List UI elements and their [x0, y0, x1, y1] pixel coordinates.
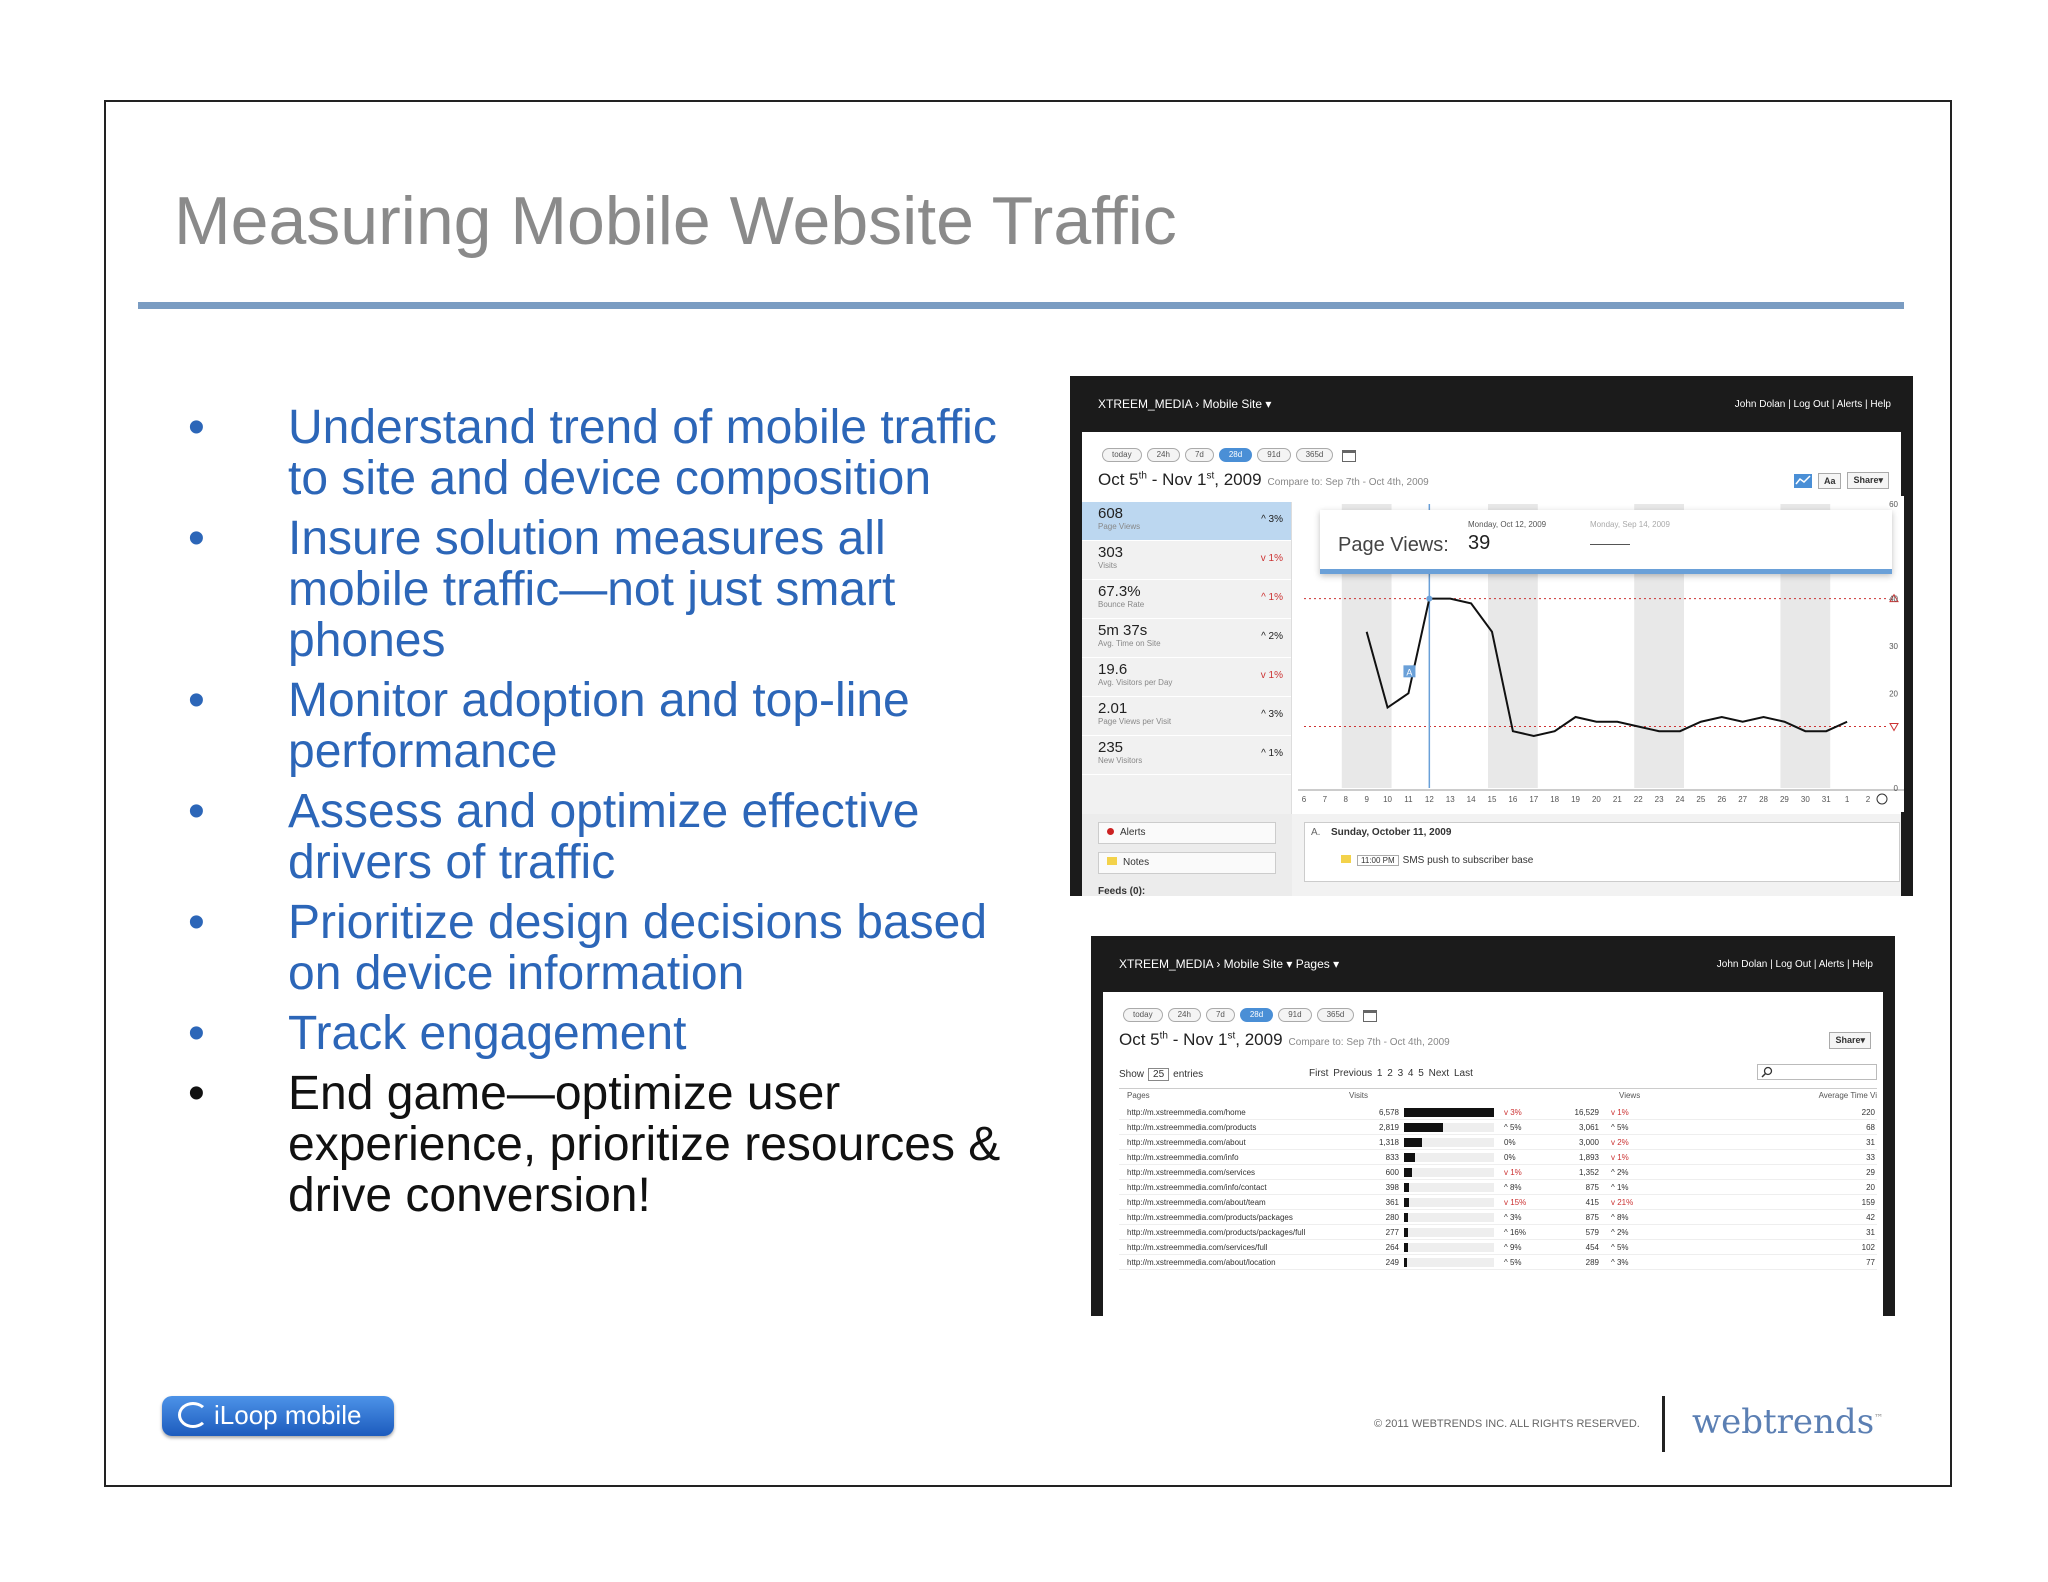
- views-delta: ^ 3%: [1611, 1258, 1629, 1267]
- date-suffix: st: [1227, 1030, 1236, 1042]
- views-delta: v 1%: [1611, 1108, 1629, 1117]
- views-delta: ^ 2%: [1611, 1168, 1629, 1177]
- views-value: 3,061: [1578, 1123, 1599, 1132]
- frame-left: [1091, 992, 1103, 1316]
- bullet-item: [176, 897, 1036, 999]
- views-delta: ^ 8%: [1611, 1213, 1629, 1222]
- range-24h[interactable]: 24h: [1168, 1008, 1201, 1022]
- feeds-label[interactable]: Feeds (0):: [1098, 886, 1146, 896]
- app-topbar: [1070, 376, 1913, 432]
- table-row[interactable]: [1119, 1135, 1877, 1150]
- bullet-dot: •: [188, 1067, 205, 1120]
- metric-page-views[interactable]: [1082, 502, 1291, 541]
- views-delta: v 21%: [1611, 1198, 1634, 1207]
- metric-delta: ^ 3%: [1261, 514, 1283, 525]
- bullet-item: [176, 1068, 1036, 1221]
- date-year: , 2009: [1214, 470, 1262, 489]
- webtrends-logo-text: webtrends: [1692, 1402, 1875, 1442]
- side-bottom-panel: [1082, 814, 1292, 896]
- visits-bar-track: [1404, 1213, 1494, 1222]
- visits-bar-track: [1404, 1228, 1494, 1237]
- visits-bar: [1404, 1138, 1422, 1147]
- metric-label: Visits: [1098, 561, 1117, 570]
- visits-value: 833: [1385, 1153, 1399, 1162]
- metric-label: Avg. Time on Site: [1098, 639, 1161, 648]
- x-tick-label: 22: [1633, 795, 1643, 804]
- user-links[interactable]: John Dolan | Log Out | Alerts | Help: [1716, 959, 1873, 970]
- visits-delta: 0%: [1504, 1138, 1516, 1147]
- visits-delta: ^ 5%: [1504, 1123, 1522, 1132]
- footer-divider: [1662, 1396, 1665, 1452]
- metric-delta: v 1%: [1260, 670, 1283, 681]
- x-tick-label: 16: [1508, 795, 1518, 804]
- pagination[interactable]: First Previous 1 2 3 4 5 Next Last: [1309, 1068, 1473, 1079]
- views-value: 454: [1585, 1243, 1599, 1252]
- table-row[interactable]: [1119, 1240, 1877, 1255]
- page-size-control: [1119, 1068, 1203, 1081]
- visits-bar-track: [1404, 1198, 1494, 1207]
- visits-value: 277: [1385, 1228, 1399, 1237]
- notes-button[interactable]: [1098, 852, 1276, 874]
- annotation-date: Sunday, October 11, 2009: [1331, 827, 1452, 838]
- swirl-icon: [178, 1402, 208, 1428]
- table-row[interactable]: [1119, 1255, 1877, 1270]
- page-size-select[interactable]: 25: [1148, 1068, 1169, 1081]
- table-row[interactable]: [1119, 1225, 1877, 1240]
- visits-bar-track: [1404, 1243, 1494, 1252]
- share-button[interactable]: Share▾: [1829, 1032, 1871, 1049]
- visits-bar: [1404, 1168, 1412, 1177]
- bullet-text: Monitor adoption and top-line performance: [288, 674, 910, 778]
- avg-time-value: 20: [1866, 1183, 1875, 1192]
- slide-title: Measuring Mobile Website Traffic: [174, 183, 1177, 259]
- views-value: 875: [1585, 1213, 1599, 1222]
- chart-toolbar: [1794, 472, 1889, 489]
- metric-label: Bounce Rate: [1098, 600, 1145, 609]
- visits-value: 1,318: [1378, 1138, 1399, 1147]
- range-selector: [1102, 448, 1356, 462]
- visits-value: 398: [1385, 1183, 1399, 1192]
- views-delta: v 2%: [1611, 1138, 1629, 1147]
- bullet-text: Insure solution measures all mobile traffic—not just smart phones: [288, 512, 896, 667]
- range-7d[interactable]: 7d: [1185, 448, 1214, 462]
- bullet-dot: •: [188, 1007, 205, 1060]
- page-url: http://m.xstreemmedia.com/services/full: [1127, 1243, 1268, 1252]
- bullet-text: Assess and optimize effective drivers of traffic: [288, 785, 920, 889]
- tooltip-compare-date: Monday, Sep 14, 2009: [1590, 520, 1670, 529]
- table-row[interactable]: [1119, 1120, 1877, 1135]
- visits-bar: [1404, 1243, 1408, 1252]
- page-url: http://m.xstreemmedia.com/products: [1127, 1123, 1257, 1132]
- range-365d[interactable]: 365d: [1296, 448, 1334, 462]
- range-28d[interactable]: 28d: [1240, 1008, 1273, 1022]
- notes-label: Notes: [1123, 857, 1150, 868]
- x-tick-label: 2: [1865, 795, 1871, 804]
- metric-visitors-per-day[interactable]: [1082, 658, 1291, 697]
- views-delta: ^ 1%: [1611, 1183, 1629, 1192]
- share-button[interactable]: Share▾: [1847, 472, 1889, 489]
- bullet-item: [176, 786, 1036, 888]
- views-delta: ^ 5%: [1611, 1123, 1629, 1132]
- x-tick-label: 10: [1383, 795, 1393, 804]
- x-tick-label: 14: [1466, 795, 1476, 804]
- y-tick-label: 60: [1889, 500, 1898, 509]
- page-url: http://m.xstreemmedia.com/info: [1127, 1153, 1239, 1162]
- x-tick-label: 6: [1301, 795, 1307, 804]
- range-91d[interactable]: 91d: [1278, 1008, 1311, 1022]
- date-start: Oct 5: [1119, 1030, 1160, 1049]
- page-url: http://m.xstreemmedia.com/products/packages/full: [1127, 1228, 1306, 1237]
- y-tick-label: 20: [1889, 689, 1898, 699]
- avg-time-value: 42: [1866, 1213, 1875, 1222]
- metric-bounce-rate[interactable]: [1082, 580, 1291, 619]
- pages-table: [1119, 1088, 1877, 1316]
- x-tick-label: 12: [1424, 795, 1434, 804]
- visits-bar-track: [1404, 1168, 1494, 1177]
- views-value: 415: [1585, 1198, 1599, 1207]
- report-toolbar: [1829, 1032, 1871, 1049]
- page-url: http://m.xstreemmedia.com/home: [1127, 1108, 1246, 1117]
- visits-value: 249: [1385, 1258, 1399, 1267]
- x-tick-label: 7: [1322, 795, 1328, 804]
- page-url: http://m.xstreemmedia.com/products/packages: [1127, 1213, 1293, 1222]
- tooltip-date: Monday, Oct 12, 2009: [1468, 520, 1547, 529]
- visits-delta: ^ 3%: [1504, 1213, 1522, 1222]
- x-tick-label: 21: [1612, 795, 1622, 804]
- note-icon: [1107, 857, 1117, 865]
- metrics-panel: [1082, 502, 1292, 814]
- range-today[interactable]: today: [1102, 448, 1142, 462]
- x-tick-label: 26: [1717, 795, 1727, 804]
- copyright: © 2011 WEBTRENDS INC. ALL RIGHTS RESERVED.: [1374, 1418, 1640, 1430]
- date-range: [1098, 470, 1429, 490]
- visits-value: 361: [1385, 1198, 1399, 1207]
- visits-value: 264: [1385, 1243, 1399, 1252]
- x-tick-label: 30: [1800, 795, 1810, 804]
- visits-delta: ^ 8%: [1504, 1183, 1522, 1192]
- y-tick-label: 0: [1893, 784, 1898, 793]
- metric-delta: ^ 1%: [1261, 748, 1283, 759]
- annotation-flag-label: A: [1406, 667, 1413, 678]
- tooltip-compare-dash: [1590, 544, 1630, 545]
- x-tick-label: 9: [1364, 795, 1369, 804]
- metric-visits[interactable]: [1082, 541, 1291, 580]
- x-tick-label: 27: [1738, 795, 1748, 804]
- date-end: - Nov 1: [1146, 470, 1207, 489]
- x-tick-label: 23: [1654, 795, 1664, 804]
- metric-label: New Visitors: [1098, 756, 1143, 765]
- visits-delta: ^ 16%: [1504, 1228, 1526, 1237]
- views-delta: ^ 2%: [1611, 1228, 1629, 1237]
- tooltip-value: 39: [1468, 532, 1491, 554]
- font-size-button[interactable]: Aa: [1818, 473, 1842, 489]
- metric-value: 2.01: [1098, 700, 1128, 717]
- date-suffix: th: [1138, 470, 1147, 482]
- avg-time-value: 102: [1861, 1243, 1875, 1252]
- page-url: http://m.xstreemmedia.com/about: [1127, 1138, 1246, 1147]
- visits-bar: [1404, 1153, 1415, 1162]
- date-end: - Nov 1: [1167, 1030, 1228, 1049]
- x-tick-label: 31: [1821, 795, 1831, 804]
- bullet-dot: •: [188, 896, 205, 949]
- x-tick-label: 25: [1696, 795, 1706, 804]
- bullet-list: [176, 402, 1036, 1230]
- visits-bar: [1404, 1258, 1407, 1267]
- metric-views-per-visit[interactable]: [1082, 697, 1291, 736]
- note-icon: [1341, 855, 1351, 863]
- metric-new-visitors[interactable]: [1082, 736, 1291, 775]
- title-rule: [138, 302, 1904, 309]
- y-tick-label: 30: [1889, 642, 1898, 651]
- views-delta: v 1%: [1611, 1153, 1629, 1162]
- annotation-time: 11:00 PM: [1357, 855, 1399, 866]
- x-tick-label: 17: [1529, 795, 1539, 804]
- x-tick-label: 11: [1404, 795, 1413, 804]
- views-value: 16,529: [1574, 1108, 1599, 1117]
- metric-label: Page Views per Visit: [1098, 717, 1172, 726]
- page-url: http://m.xstreemmedia.com/about/team: [1127, 1198, 1266, 1207]
- avg-time-value: 29: [1866, 1168, 1875, 1177]
- bullet-item: [176, 1008, 1036, 1059]
- x-tick-label: 19: [1571, 795, 1581, 804]
- user-links[interactable]: John Dolan | Log Out | Alerts | Help: [1734, 399, 1891, 410]
- chart-tooltip: [1320, 510, 1892, 574]
- bullet-dot: •: [188, 512, 205, 565]
- date-suffix: th: [1159, 1030, 1168, 1042]
- annotation-marker: A.: [1311, 827, 1321, 838]
- entries-label: entries: [1173, 1069, 1204, 1080]
- col-views[interactable]: Views: [1619, 1091, 1641, 1100]
- annotation-box: [1304, 822, 1900, 882]
- views-value: 3,000: [1578, 1138, 1599, 1147]
- visits-bar: [1404, 1213, 1408, 1222]
- page-url: http://m.xstreemmedia.com/info/contact: [1127, 1183, 1267, 1192]
- visits-bar: [1404, 1123, 1443, 1132]
- table-row[interactable]: [1119, 1150, 1877, 1165]
- search-icon: [1761, 1066, 1773, 1078]
- avg-time-value: 159: [1861, 1198, 1875, 1207]
- y-tick-label: 40: [1889, 594, 1898, 604]
- x-tick-label: 18: [1550, 795, 1560, 804]
- metric-delta: ^ 2%: [1261, 631, 1283, 642]
- avg-time-value: 220: [1861, 1108, 1875, 1117]
- frame-right: [1883, 992, 1895, 1316]
- visits-bar-track: [1404, 1153, 1494, 1162]
- x-tick-label: 20: [1591, 795, 1601, 804]
- visits-bar: [1404, 1198, 1409, 1207]
- metric-value: 608: [1098, 505, 1124, 522]
- dashboard-screenshot: [1070, 376, 1913, 896]
- line-chart-icon[interactable]: [1794, 474, 1812, 488]
- views-value: 579: [1585, 1228, 1599, 1237]
- bullet-item: [176, 675, 1036, 777]
- metric-time-on-site[interactable]: [1082, 619, 1291, 658]
- metric-value: 303: [1098, 544, 1124, 561]
- avg-time-value: 33: [1866, 1153, 1875, 1162]
- views-value: 289: [1585, 1258, 1599, 1267]
- metric-label: Page Views: [1098, 522, 1141, 531]
- metric-value: 67.3%: [1098, 583, 1141, 600]
- visits-delta: ^ 5%: [1504, 1258, 1522, 1267]
- visits-bar-track: [1404, 1183, 1494, 1192]
- bullet-item: [176, 402, 1036, 504]
- hover-point: [1426, 596, 1432, 602]
- views-delta: ^ 5%: [1611, 1243, 1629, 1252]
- table-row[interactable]: [1119, 1180, 1877, 1195]
- views-value: 1,893: [1578, 1153, 1599, 1162]
- table-row[interactable]: [1119, 1210, 1877, 1225]
- x-tick-label: 15: [1487, 795, 1497, 804]
- iloop-logo-text: iLoop mobile: [214, 1400, 362, 1430]
- date-suffix: st: [1206, 470, 1215, 482]
- visits-value: 2,819: [1378, 1123, 1399, 1132]
- page-url: http://m.xstreemmedia.com/services: [1127, 1168, 1256, 1177]
- frame-left: [1070, 432, 1082, 896]
- metric-delta: ^ 3%: [1261, 709, 1283, 720]
- table-row[interactable]: [1119, 1195, 1877, 1210]
- pages-report-screenshot: [1091, 936, 1895, 1316]
- x-tick-label: 13: [1445, 795, 1455, 804]
- tooltip-label: Page Views:: [1338, 534, 1449, 556]
- visits-delta: 0%: [1504, 1153, 1516, 1162]
- metric-value: 19.6: [1098, 661, 1128, 678]
- visits-bar: [1404, 1183, 1409, 1192]
- visits-value: 6,578: [1378, 1108, 1399, 1117]
- bullet-dot: •: [188, 401, 205, 454]
- compare-range[interactable]: Compare to: Sep 7th - Oct 4th, 2009: [1288, 1037, 1450, 1048]
- bullet-text: Prioritize design decisions based on device information: [288, 896, 988, 1000]
- metric-delta: ^ 1%: [1261, 592, 1283, 603]
- avg-time-value: 31: [1866, 1228, 1875, 1237]
- calendar-icon[interactable]: [1342, 450, 1356, 462]
- visits-value: 600: [1385, 1168, 1399, 1177]
- date-range: [1119, 1030, 1450, 1050]
- date-year: , 2009: [1235, 1030, 1283, 1049]
- range-selector: [1123, 1008, 1377, 1022]
- table-row[interactable]: [1119, 1105, 1877, 1120]
- metric-label: Avg. Visitors per Day: [1098, 678, 1173, 687]
- search-input[interactable]: [1757, 1064, 1877, 1080]
- visits-delta: v 15%: [1504, 1198, 1527, 1207]
- metric-delta: v 1%: [1260, 553, 1283, 564]
- date-start: Oct 5: [1098, 470, 1139, 489]
- annotation-text: SMS push to subscriber base: [1402, 855, 1534, 866]
- show-label: Show: [1119, 1069, 1145, 1080]
- iloop-mobile-logo: [162, 1396, 394, 1436]
- range-today[interactable]: today: [1123, 1008, 1163, 1022]
- table-row[interactable]: [1119, 1165, 1877, 1180]
- visits-bar-track: [1404, 1258, 1494, 1267]
- x-tick-label: 1: [1844, 795, 1850, 804]
- avg-time-value: 68: [1866, 1123, 1875, 1132]
- site-breadcrumb[interactable]: XTREEM_MEDIA › Mobile Site ▾: [1098, 397, 1272, 411]
- visits-value: 280: [1385, 1213, 1399, 1222]
- bullet-text: Understand trend of mobile traffic to site and device composition: [288, 401, 997, 505]
- range-28d[interactable]: 28d: [1219, 448, 1252, 462]
- bullet-item: [176, 513, 1036, 666]
- x-tick-label: 29: [1779, 795, 1789, 804]
- alert-dot-icon: [1107, 828, 1114, 835]
- alerts-button[interactable]: [1098, 822, 1276, 844]
- x-tick-label: 24: [1675, 795, 1685, 804]
- annotation-note: [1341, 855, 1533, 866]
- visits-bar: [1404, 1228, 1408, 1237]
- bullet-dot: •: [188, 785, 205, 838]
- x-tick-label: 8: [1343, 795, 1349, 804]
- metric-value: 5m 37s: [1098, 622, 1148, 639]
- visits-delta: v 3%: [1504, 1108, 1522, 1117]
- visits-bar: [1404, 1108, 1494, 1117]
- trademark-mark: ™: [1874, 1413, 1884, 1424]
- webtrends-logo: [1692, 1402, 1883, 1442]
- page-url: http://m.xstreemmedia.com/about/location: [1127, 1258, 1276, 1267]
- visits-delta: ^ 9%: [1504, 1243, 1522, 1252]
- range-365d[interactable]: 365d: [1317, 1008, 1355, 1022]
- views-value: 875: [1585, 1183, 1599, 1192]
- avg-time-value: 31: [1866, 1138, 1875, 1147]
- calendar-icon[interactable]: [1363, 1010, 1377, 1022]
- col-pages[interactable]: Pages: [1127, 1091, 1150, 1100]
- metric-value: 235: [1098, 739, 1124, 756]
- compare-range[interactable]: Compare to: Sep 7th - Oct 4th, 2009: [1267, 477, 1429, 488]
- slide: [104, 100, 1952, 1487]
- alerts-label: Alerts: [1120, 827, 1146, 838]
- bullet-text: End game—optimize user experience, prioritize resources & drive conversion!: [288, 1067, 1001, 1222]
- col-visits[interactable]: Visits: [1349, 1091, 1368, 1100]
- bullet-text: Track engagement: [288, 1007, 687, 1060]
- x-tick-label: 28: [1759, 795, 1769, 804]
- app-topbar: [1091, 936, 1895, 992]
- range-7d[interactable]: 7d: [1206, 1008, 1235, 1022]
- range-91d[interactable]: 91d: [1257, 448, 1290, 462]
- views-value: 1,352: [1578, 1168, 1599, 1177]
- bullet-dot: •: [188, 674, 205, 727]
- col-avg-time[interactable]: Average Time Vi: [1818, 1091, 1877, 1100]
- avg-time-value: 77: [1866, 1258, 1875, 1267]
- site-breadcrumb[interactable]: XTREEM_MEDIA › Mobile Site ▾ Pages ▾: [1119, 957, 1340, 971]
- visits-delta: v 1%: [1504, 1168, 1522, 1177]
- range-24h[interactable]: 24h: [1147, 448, 1180, 462]
